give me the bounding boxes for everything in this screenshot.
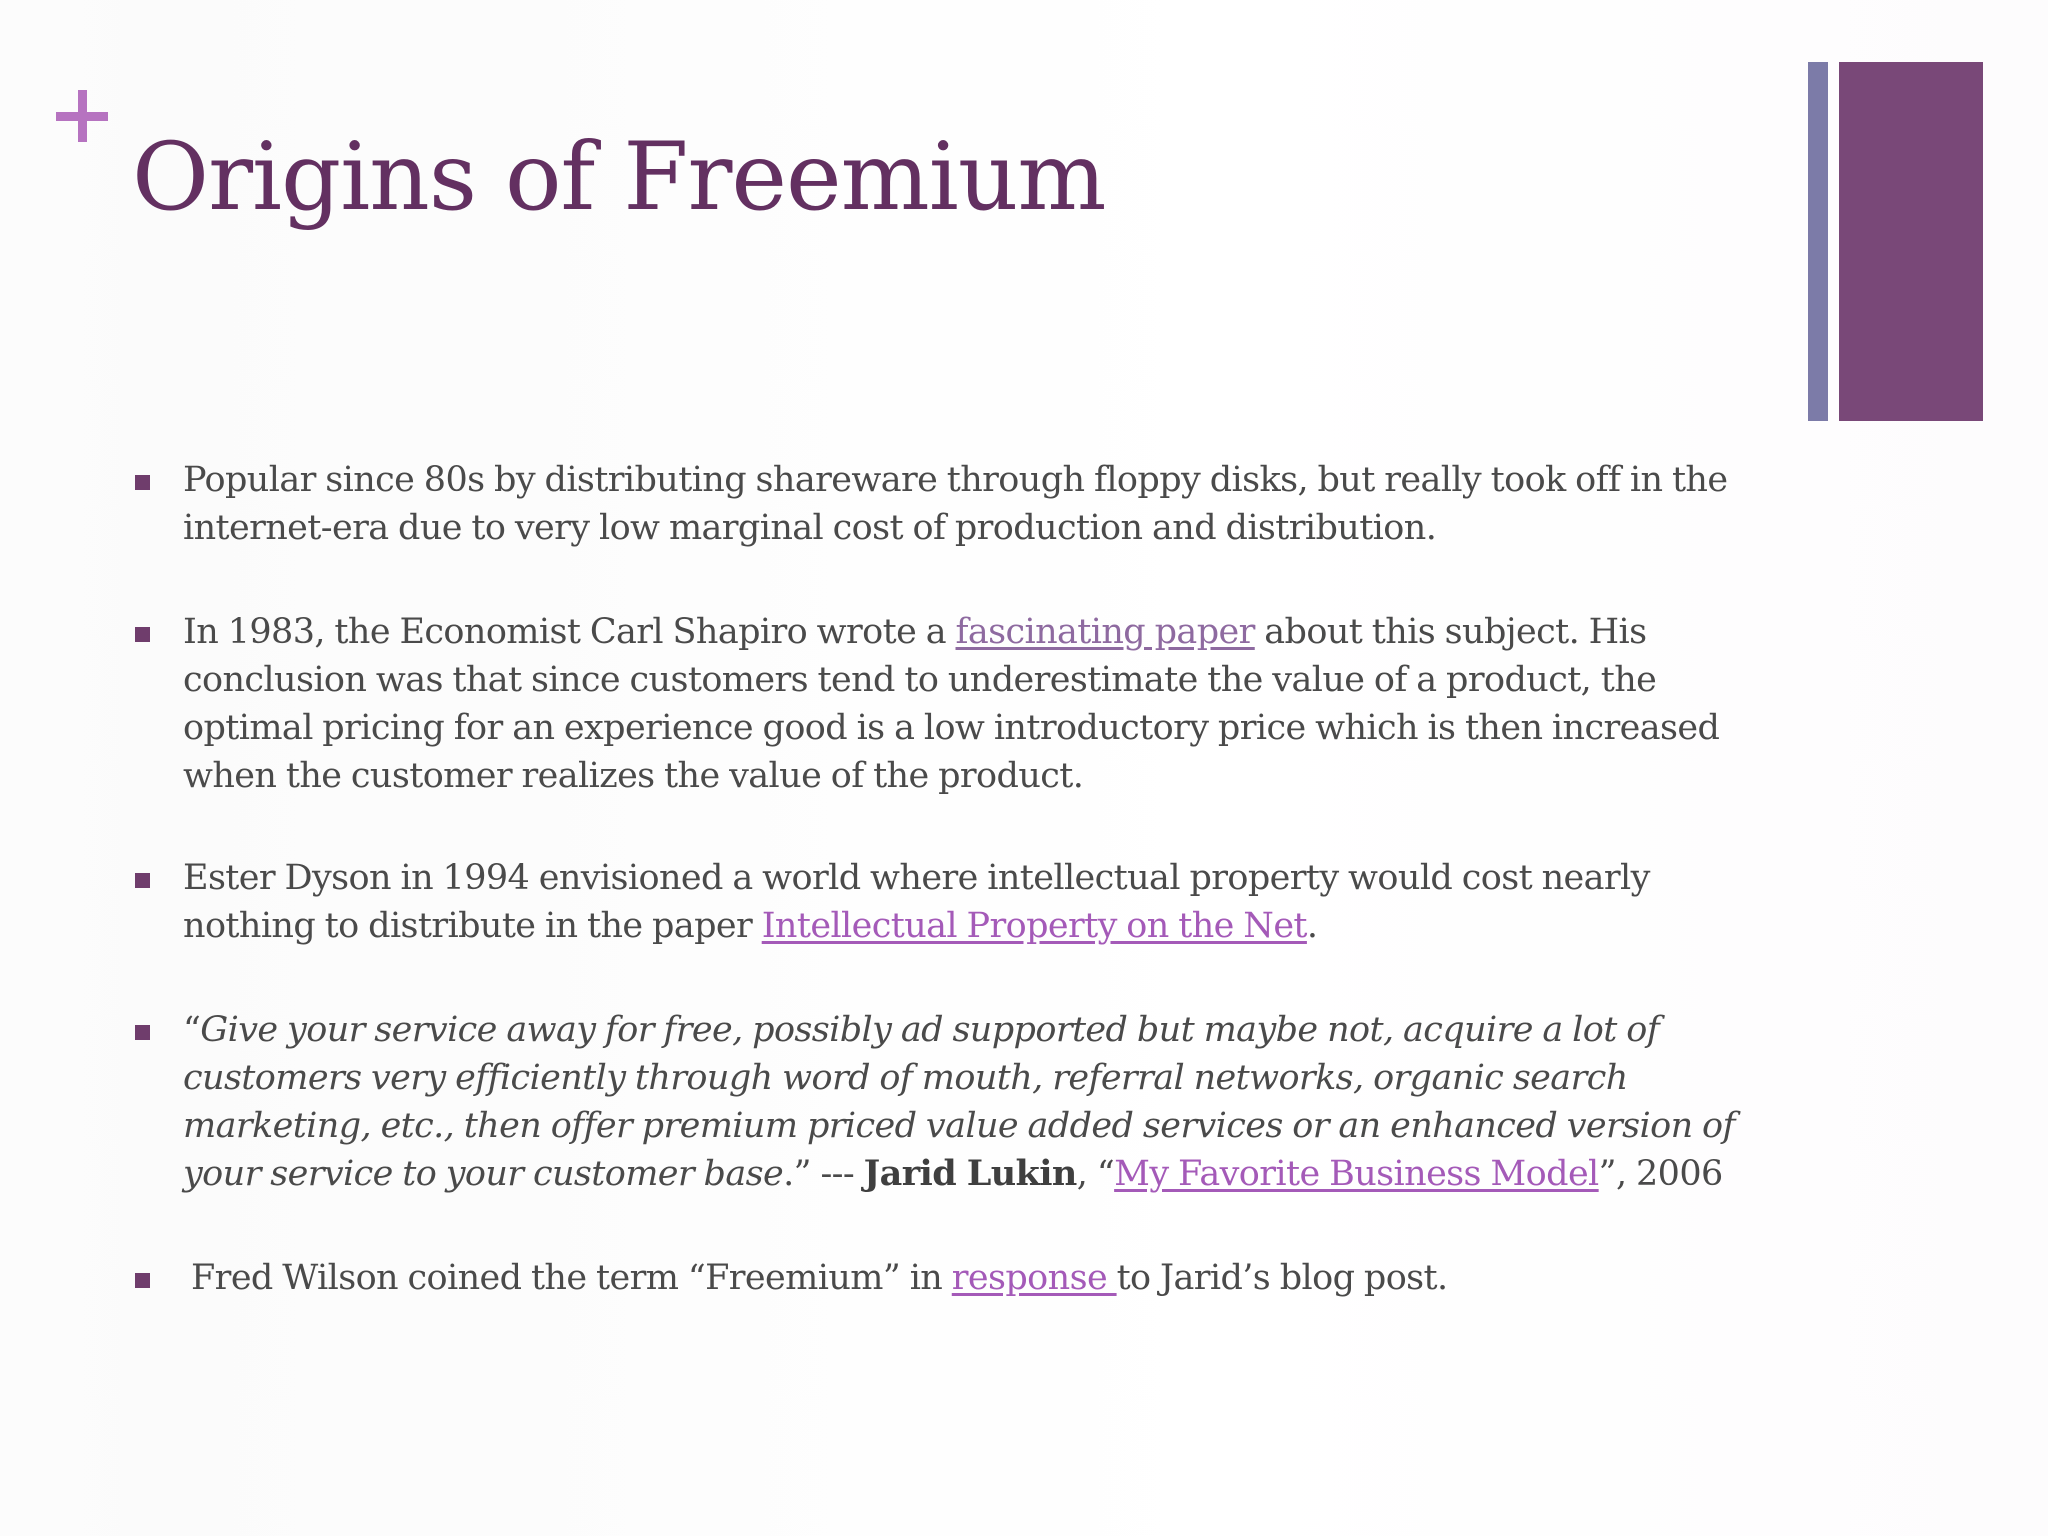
favorite-business-model-link[interactable]: My Favorite Business Model — [1114, 1154, 1599, 1194]
bullet-text-before: Fred Wilson coined the term “Freemium” in — [191, 1258, 952, 1298]
bullet-square-icon — [135, 873, 150, 888]
open-quote: “ — [183, 1010, 201, 1050]
bullet-item-wilson — [132, 1254, 1772, 1302]
quote-author: Jarid Lukin — [863, 1153, 1077, 1194]
bullet-item-lukin-quote — [132, 1006, 1772, 1198]
bullet-item-shapiro — [132, 608, 1772, 800]
quote-year: ”, 2006 — [1598, 1154, 1723, 1194]
fascinating-paper-link[interactable]: fascinating paper — [955, 612, 1255, 652]
quote-text: Give your service away for free, possibly ad supported but maybe not, acquire a lot of customers very efficiently through word of mouth, referral networks, organic search marketing, etc., then offer premium priced value added services or an enhanced version of your service to your customer base — [183, 1010, 1735, 1194]
intellectual-property-link[interactable]: Intellectual Property on the Net — [761, 906, 1307, 946]
plus-icon — [52, 86, 112, 146]
bullet-text: Popular since 80s by distributing shareware through floppy disks, but really took off in the internet-era due to very low marginal cost of production and distribution. — [183, 460, 1728, 548]
bullet-square-icon — [135, 1025, 150, 1040]
close-quote: .” --- — [783, 1154, 864, 1194]
decorative-bar-thin — [1808, 62, 1828, 421]
bullet-item-dyson — [132, 854, 1772, 950]
bullet-square-icon — [135, 1273, 150, 1288]
bullet-item-shareware — [132, 456, 1772, 552]
bullet-text-after: about this subject. His conclusion was that since customers tend to underestimate the value of a product, the optimal pricing for an experience good is a low introductory price which is then increased when the customer realizes the value of the product. — [183, 612, 1720, 796]
bullet-text-after: . — [1306, 906, 1318, 946]
quote-separator: , “ — [1076, 1154, 1115, 1194]
decorative-bar-thick — [1839, 62, 1983, 421]
slide-title: Origins of Freemium — [132, 123, 1106, 232]
response-link[interactable]: response — [951, 1258, 1117, 1298]
bullet-list — [132, 456, 1772, 1302]
bullet-square-icon — [135, 475, 150, 490]
bullet-text-before: In 1983, the Economist Carl Shapiro wrote a — [183, 612, 956, 652]
bullet-text-after: to Jarid’s blog post. — [1116, 1258, 1448, 1298]
bullet-square-icon — [135, 627, 150, 642]
bullet-text-before: Ester Dyson in 1994 envisioned a world where intellectual property would cost nearly nothing to distribute in the paper — [183, 858, 1650, 946]
